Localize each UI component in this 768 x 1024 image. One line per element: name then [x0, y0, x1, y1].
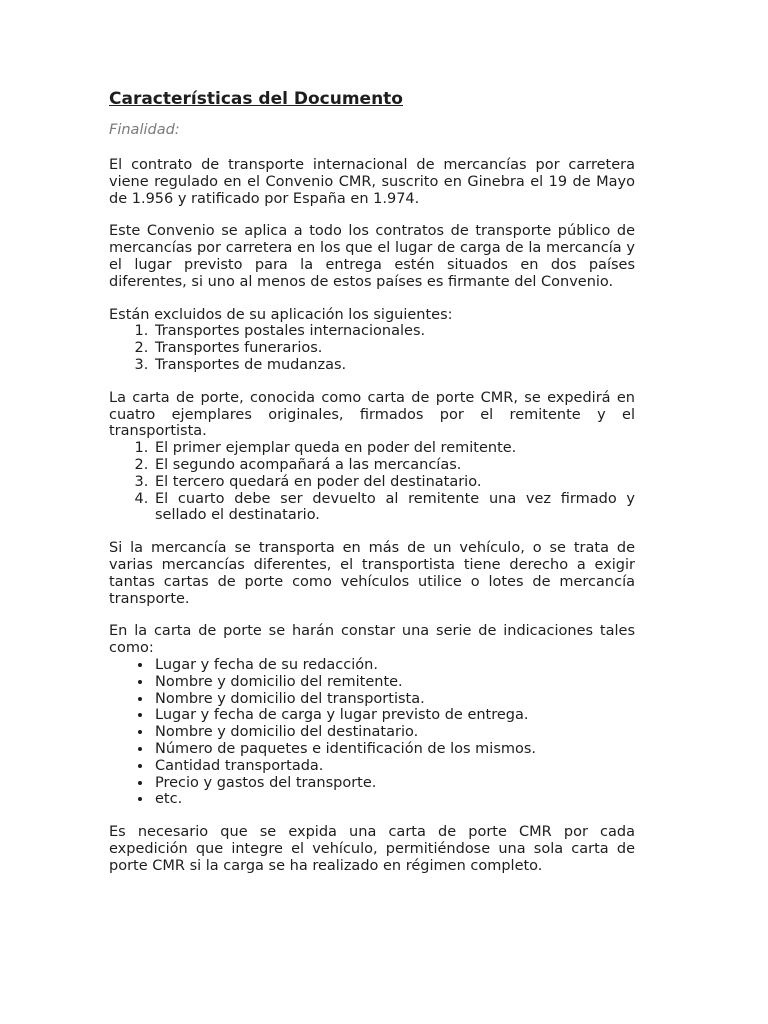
- paragraph-exclusions: Están excluidos de su aplicación los siguientes:: [109, 306, 453, 323]
- list-item: • Nombre y domicilio del transportista.: [153, 691, 635, 708]
- paragraph-closing: Es necesario que se expida una carta de porte CMR por cada expedición que integre el vehículo, permitiéndose una sola carta de porte CMR si la carga se ha realizado en régimen completo.: [109, 824, 635, 874]
- list-item: 3. Transportes de mudanzas.: [153, 357, 635, 374]
- paragraph-intro: El contrato de transporte internacional de mercancías por carretera viene regulado en el Convenio CMR, suscrito en Ginebra el 19 de Mayo de 1.956 y ratificado por España en 1.974.: [109, 157, 635, 207]
- list-item: • Cantidad transportada.: [153, 758, 635, 775]
- excluded-list: [109, 323, 635, 373]
- list-item: 3. El tercero quedará en poder del destinatario.: [153, 474, 635, 491]
- list-item: • Número de paquetes e identificación de los mismos.: [153, 741, 635, 758]
- list-item: 1. El primer ejemplar queda en poder del remitente.: [153, 440, 635, 457]
- list-item: 2. Transportes funerarios.: [153, 340, 635, 357]
- paragraph-scope: Este Convenio se aplica a todo los contratos de transporte público de mercancías por carretera en los que el lugar de carga de la mercancía y el lugar previsto para la entrega estén situados en dos países diferentes, si uno al menos de estos países es firmante del Convenio.: [109, 223, 635, 290]
- indications-list: [109, 657, 635, 808]
- list-item: • Precio y gastos del transporte.: [153, 775, 635, 792]
- list-item: 4. El cuarto debe ser devuelto al remitente una vez firmado y sellado el destinatario.: [153, 491, 635, 525]
- paragraph-copies: La carta de porte, conocida como carta de porte CMR, se expedirá en cuatro ejemplares originales, firmados por el remitente y el transportista.: [109, 389, 635, 440]
- list-item: • etc.: [153, 791, 635, 808]
- list-item: • Nombre y domicilio del destinatario.: [153, 724, 635, 741]
- copies-list: [109, 440, 635, 524]
- paragraph-indications: En la carta de porte se harán constar una serie de indicaciones tales como:: [109, 623, 635, 657]
- section-subtitle: Finalidad:: [109, 122, 180, 138]
- list-item: 1. Transportes postales internacionales.: [153, 323, 635, 340]
- list-item: • Nombre y domicilio del remitente.: [153, 674, 635, 691]
- paragraph-multiple-vehicles: Si la mercancía se transporta en más de un vehículo, o se trata de varias mercancías diferentes, el transportista tiene derecho a exigir tantas cartas de porte como vehículos utilice o lotes de mercancía transporte.: [109, 540, 635, 607]
- list-item: • Lugar y fecha de carga y lugar previsto de entrega.: [153, 707, 635, 724]
- document-title: Características del Documento: [109, 89, 403, 109]
- list-item: • Lugar y fecha de su redacción.: [153, 657, 635, 674]
- list-item: 2. El segundo acompañará a las mercancías.: [153, 457, 635, 474]
- document-page: [109, 88, 635, 890]
